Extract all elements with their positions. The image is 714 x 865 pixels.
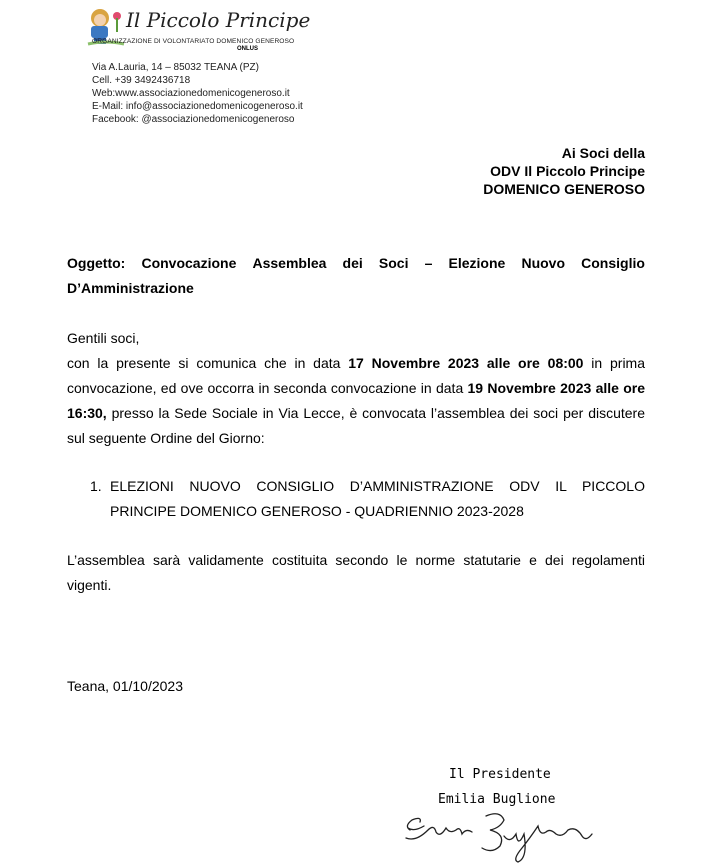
subject-word: Soci xyxy=(378,255,409,271)
place-date: Teana, 01/10/2023 xyxy=(67,678,183,694)
subject-word: Oggetto: xyxy=(67,255,126,271)
subject-word: Convocazione xyxy=(141,255,237,271)
subject-word: Assemblea xyxy=(252,255,327,271)
logo-subtitle: ORGANIZZAZIONE DI VOLONTARIATO DOMENICO GENEROSO xyxy=(92,38,295,45)
greeting: Gentili soci, xyxy=(67,330,140,346)
addressee-line: Ai Soci della xyxy=(561,145,645,161)
signature-role: Il Presidente xyxy=(449,767,551,782)
signature-name: Emilia Buglione xyxy=(438,792,556,807)
subject-word: dei xyxy=(342,255,363,271)
contact-address: Via A.Lauria, 14 – 85032 TEANA (PZ) xyxy=(92,62,259,73)
contact-email: E-Mail: info@associazionedomenicogeneroso.it xyxy=(92,101,303,112)
contact-web: Web:www.associazionedomenicogeneroso.it xyxy=(92,88,290,99)
text-span: in prima convocazione, ed ove occorra in seconda convocazione in data xyxy=(67,355,646,396)
addressee-line: ODV Il Piccolo Principe xyxy=(490,163,645,179)
contact-facebook: Facebook: @associazionedomenicogeneroso xyxy=(92,114,295,125)
association-logo xyxy=(86,4,311,54)
subject-block xyxy=(67,251,645,301)
text-span: presso la Sede Sociale in Via Lecce, è convocata l’assemblea dei soci per discutere sul seguente Ordine del Giorno: xyxy=(67,405,645,446)
second-call-date: 19 Novembre 2023 alle ore 16:30, xyxy=(67,380,645,421)
agenda-number: 1. xyxy=(90,478,102,494)
contact-block xyxy=(92,61,303,126)
subject-line xyxy=(67,251,645,276)
validity-paragraph: L’assemblea sarà validamente costituita secondo le norme statutarie e dei regolamenti vigenti. xyxy=(67,552,645,593)
contact-phone: Cell. +39 3492436718 xyxy=(92,75,191,86)
first-call-date: 17 Novembre 2023 alle ore 08:00 xyxy=(348,355,584,371)
agenda-item-line: PRINCIPE DOMENICO GENEROSO - QUADRIENNIO 2023-2028 xyxy=(110,503,524,519)
letter-body xyxy=(67,326,645,451)
agenda-list xyxy=(90,474,645,524)
convocation-paragraph xyxy=(67,351,645,451)
addressee-line: DOMENICO GENEROSO xyxy=(483,181,645,197)
addressee-block xyxy=(483,144,645,198)
subject-word: Elezione xyxy=(448,255,506,271)
handwritten-signature xyxy=(400,808,600,864)
subject-word: – xyxy=(424,255,433,271)
subject-line: D’Amministrazione xyxy=(67,280,194,296)
logo-title: Il Piccolo Principe xyxy=(126,8,311,32)
subject-word: Consiglio xyxy=(581,255,645,271)
text-span: con la presente si comunica che in data xyxy=(67,355,349,371)
logo-onlus: ONLUS xyxy=(237,46,258,52)
agenda-item-line: ELEZIONI NUOVO CONSIGLIO D’AMMINISTRAZIONE ODV IL PICCOLO xyxy=(110,478,645,494)
subject-word: Nuovo xyxy=(521,255,566,271)
